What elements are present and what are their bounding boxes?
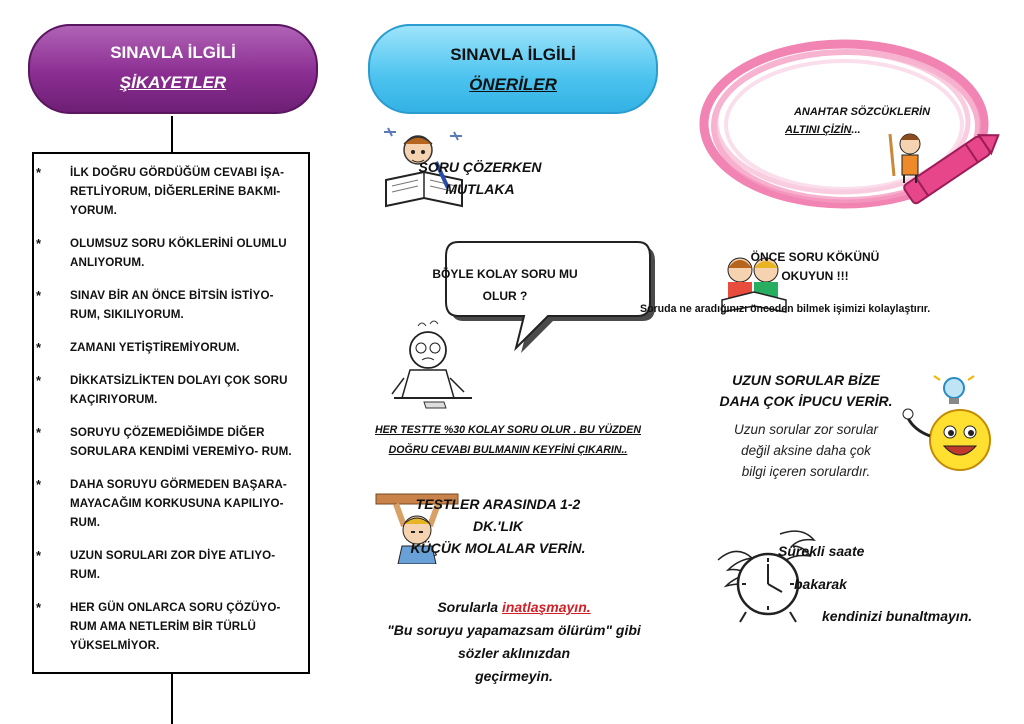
list-item: * İLK DOĞRU GÖRDÜĞÜM CEVABI İŞA- RETLİYORUM, DİĞERLERİNE BAKMI- YORUM. (36, 165, 285, 217)
clock-line1: Sürekli saate (778, 543, 865, 559)
list-item: * SINAV BİR AN ÖNCE BİTSİN İSTİYO- RUM, SIKILIYORUM. (36, 288, 274, 321)
break-heading: TESTLER ARASINDA 1-2 DK.'LIK KÜÇÜK MOLALAR VERİN. (410, 496, 586, 556)
complaints-title-line2: ŞİKAYETLER (119, 73, 227, 92)
suggestions-title-line1: SINAVLA İLGİLİ (450, 45, 576, 64)
connector-bottom (171, 672, 173, 724)
easy-question-note: HER TESTTE %30 KOLAY SORU OLUR . BU YÜZDEN DOĞRU CEVABI BULMANIN KEYFİNİ ÇIKARIN.. (374, 424, 642, 456)
list-item: * ZAMANI YETİŞTİREMİYORUM. (36, 340, 240, 355)
solve-heading: SORU ÇÖZERKEN MUTLAKA (418, 159, 542, 197)
long-questions-heading: UZUN SORULAR BİZE DAHA ÇOK İPUCU VERİR. (719, 372, 893, 409)
clock-line2: bakarak (794, 576, 847, 592)
list-item: * HER GÜN ONLARCA SORU ÇÖZÜYO- RUM AMA NETLERİM BİR TÜRLÜ YÜKSELMİYOR. (36, 600, 281, 652)
suggestions-header (368, 24, 658, 114)
complaints-header (28, 24, 318, 114)
list-item: * DAHA SORUYU GÖRMEDEN BAŞARA- MAYACAĞIM KORKUSUNA KAPILIYO- RUM. (36, 477, 287, 529)
bubble-text: BÖYLE KOLAY SORU MU OLUR ? (432, 267, 578, 303)
smiley-lightbulb-icon (900, 374, 1000, 474)
list-item: * DİKKATSİZLİKTEN DOLAYI ÇOK SORU KAÇIRIYORUM. (36, 373, 288, 406)
complaints-list (36, 163, 306, 669)
connector-top (171, 116, 173, 154)
quote-block: Sorularla inatlaşmayın. "Bu soruyu yapamazsam ölürüm" gibi sözler aklınızdan geçirmeyin. (387, 599, 641, 684)
list-item: * SORUYU ÇÖZEMEDİĞİMDE DİĞER SORULARA KENDİMİ VEREMİYO- RUM. (36, 425, 292, 458)
clock-line3: kendinizi bunaltmayın. (822, 608, 973, 624)
question-root-note: Soruda ne aradığınızı önceden bilmek işimizi kolaylaştırır. (640, 303, 931, 315)
bracket-top (32, 152, 310, 154)
bracket-left (32, 152, 34, 674)
list-item: * UZUN SORULARI ZOR DİYE ATLIYO- RUM. (36, 548, 276, 581)
complaints-title-line1: SINAVLA İLGİLİ (110, 43, 236, 62)
bracket-right (308, 152, 310, 674)
keyword-tip: ANAHTAR SÖZCÜKLERİN ALTINI ÇİZİN... (785, 106, 931, 136)
suggestions-title-line2: ÖNERİLER (469, 75, 557, 94)
long-questions-desc: Uzun sorular zor sorular değil aksine daha çok bilgi içeren sorulardır. (733, 422, 879, 479)
question-root-heading: ÖNCE SORU KÖKÜNÜ OKUYUN !!! (750, 250, 880, 283)
list-item: * OLUMSUZ SORU KÖKLERİNİ OLUMLU ANLIYORUM. (36, 236, 287, 269)
thinking-student-illustration (384, 318, 480, 410)
